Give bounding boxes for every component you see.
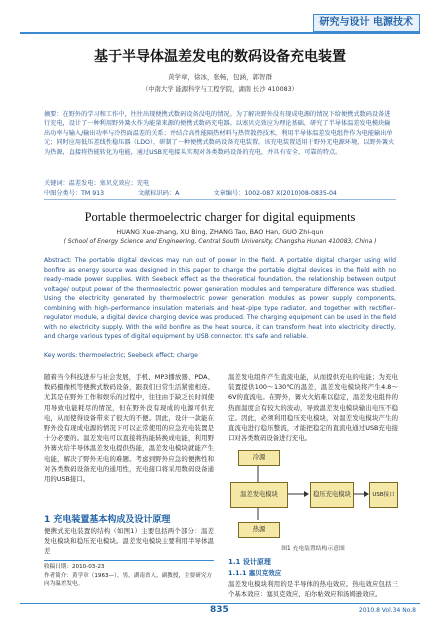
cold-source-box: 冷源 [238,450,280,466]
footnote: 收稿日期：2010-03-23 作者简介：黄学章（1963—），男，湖南省人，副教授，主要研究方向为温差发电。 [44,564,213,587]
abstract-english: Abstract: The portable digital devices may run out of power in the field. A portable digital charger using wild bonfire as energy source was designed in this paper to charge the portable digital devices in the field with no ready–made power supplies. With Seebeck effect as the theoretical foundation, the relationship between output voltage/ output power of the thermoelectric power generation modules and temperature difference was studied. Using the electricity generated by thermoelectric power generation modules as power supply components, combining with high–performance insulation materials and heat–pipe type radiator, and together with rectifier–regulator module, a digital device charging device was produced. The charging equipment can be used in the field with no electricity supply. With the wild bonfire as the heat source, it can transform heat into electricity directly, and charge various types of digital equipment by USB connector. It's safe and reliable. [44,257,396,340]
document-code: 文献标识码：A [138,190,180,197]
page-number: 835 [210,605,229,615]
authors-chinese: 黄学章，徐冰，张畅，包涵，郭智群 [168,73,272,81]
journal-column-badge: 研究与设计 电源技术 [313,14,420,32]
footer-rule [20,603,420,604]
journal-header [0,6,440,28]
affiliation-chinese: （中南大学 能源科学与工程学院，湖南 长沙 410083） [142,86,298,93]
abstract-chinese: 摘要：在野外的学习和工作中，往往出现便携式数码设备没电的情况。为了解决野外没有现成电源的情况下给便携式数码设备进行充电，设计了一种利用野外篝火作为能量来源的便携式数码充电器。以塞贝克效应为理论基础，研究了半导体温差发电模块输出功率与输入/输出功率与冷热面温差的关系；并结合高性能隔热材料与热管散热技术，利用半导体温差发电组件作为电能输出单元；同时应用低压差线性稳压器（LDO），研制了一种便携式数码设备充电装置。该充电装置适用于野外无电源环境，以野外篝火为热源，直接将热能转化为电能，通过USB充电接头实现对各类数码设备的充电，并具有安全、可靠的特点。 [44,111,395,156]
keywords-chinese: 关键词：温差发电；塞贝克效应；充电 [44,180,150,187]
body-text-right: 温差发电组件产生直流电能，从而提供充电的电能；为充电装置提供100～130℃的温差，温差发电模块将产生4.8～6V的直流电。在野外，篝火火焰难以稳定，温差发电组件的热面温度会有较大的波动，导致温差发电模块输出电压不稳定。因此，必须利用稳压充电模块，对温差发电模块产生的直流电进行稳压整流，才能把稳定的直流电通过USB充电接口对各类数码设备进行充电。 [228,373,398,443]
footnote-rule [44,560,214,561]
body-text-right-2: 温差发电模块利用的是半导体的热电效应。热电效应包括三个基本效应：塞贝克效应、珀尔帖效应和汤姆逊效应。 [228,580,398,599]
body-text-left-2: 便携式充电装置的结构（如图1）主要包括两个部分：温差发电模块和稳压充电模块。温差发电模块主要利用半导体温差 [44,527,214,556]
figure-1-diagram [228,448,398,540]
clc-number: 中图分类号：TM 913 [44,190,105,197]
title-english: Portable thermoelectric charger for digital equipments [84,210,356,224]
authors-english: HUANG Xue-zhang, XU Bing, ZHANG Tao, BAO Han, GUO Zhi-qun [116,228,324,236]
abstract-separator [44,199,396,200]
section-heading-1-1-1: 1.1.1 塞贝克效应 [228,569,282,577]
classification-meta [44,188,396,197]
section-heading-1-1: 1.1 设计原理 [228,558,271,566]
thermoelectric-module-box: 温差发电模块 [230,482,288,508]
keywords-english: Key words: thermoelectric; Seebeck effect; charge [44,352,198,359]
usb-port-box: USB接口 [369,482,398,508]
section-heading-1: 1 充电装置基本构成及设计原理 [44,515,171,525]
article-id: 文章编号：1002-087 X(2010)08-0835-04 [213,190,337,197]
issue-info: 2010.8 Vol.34 No.8 [358,607,416,614]
figure-caption: 图1 充电装置结构示意图 [281,546,345,552]
heat-source-box: 热源 [238,522,280,538]
header-rule [20,32,420,34]
body-text-left: 随着当今科技进步与社会发展，手机、MP3播放器、PDA、数码摄像机等便携式数码设备，跟我们日常生活紧密相连。尤其是在野外工作和娱乐的过程中，往往由于缺乏长时间使用导致电能耗尽的情况，但在野外没有现成的电源可供充电，从而使得设备带来了很大的不便。因此，设计一款能在野外没有现成电源的情况下可以正常使用的应急充电装置是十分必要的。温差发电可以直接将热能转换成电能，利用野外篝火给半导体温差发电提供热能，温差发电模块就能产生电能，解决了野外无电的难题。考虑到野外应急的便携性和对各类数码设备充电的通用性，充电接口将采用数码设备通用的USB接口。 [44,373,214,484]
affiliation-english: ( School of Energy Science and Engineering, Central South University, Changsha Hunan 410083, China ) [63,238,377,245]
title-chinese: 基于半导体温差发电的数码设备充电装置 [94,49,346,65]
regulator-module-box: 稳压充电模块 [310,482,354,508]
